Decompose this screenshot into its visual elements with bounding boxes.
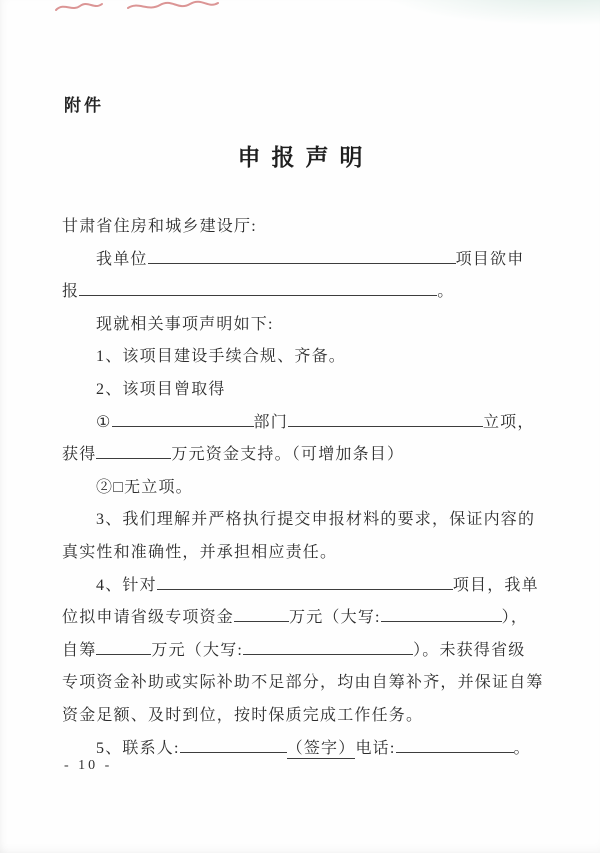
- fill-in-blank: [157, 572, 453, 590]
- fill-in-blank: [148, 246, 456, 264]
- document-line: [62, 635, 544, 668]
- line-text: 万元（大写:: [289, 609, 381, 627]
- document-line: [62, 537, 544, 570]
- line-text: 2、该项目曾取得: [96, 380, 226, 398]
- attachment-label: 附件: [64, 96, 104, 115]
- red-pen-marks: [52, 0, 222, 16]
- fill-in-blank: [288, 409, 483, 427]
- line-text: 1、该项目建设手续合规、齐备。: [96, 348, 347, 366]
- line-text: 部门: [253, 413, 288, 431]
- line-text: 自筹: [62, 641, 97, 659]
- fill-in-blank: [234, 604, 289, 622]
- fill-in-blank: [396, 735, 514, 753]
- document-line: [62, 374, 544, 407]
- line-text: 项目，我单: [452, 576, 539, 594]
- line-text: 立项，: [482, 413, 535, 431]
- line-text: 。: [437, 283, 455, 301]
- line-text: 专项资金补助或实际补助不足部分，均由自筹补齐，并保证自筹: [62, 674, 544, 692]
- document-line: [62, 341, 544, 374]
- line-text: 。: [513, 739, 531, 757]
- line-text: 我单位: [96, 250, 148, 268]
- fill-in-blank: [112, 409, 254, 427]
- document-line: [62, 602, 544, 635]
- line-text: 万元（大写:: [151, 641, 244, 659]
- line-text: 电话:: [355, 739, 396, 757]
- fill-in-blank: [96, 637, 151, 655]
- fill-in-blank: [381, 604, 502, 622]
- fill-in-blank: [243, 637, 413, 655]
- document-line: [62, 407, 544, 440]
- document-line: [62, 439, 544, 472]
- document-line: [62, 211, 544, 244]
- line-text: ），: [501, 609, 529, 627]
- line-text: 5、联系人:: [96, 739, 180, 757]
- document-line: [62, 733, 544, 766]
- line-text: ）。未获得省级: [413, 641, 526, 659]
- line-text: 位拟申请省级专项资金: [62, 609, 235, 627]
- line-text: 甘肃省住房和城乡建设厅:: [62, 218, 257, 235]
- line-text: 4、针对: [96, 576, 157, 594]
- underlined-label: （签字）: [286, 739, 356, 757]
- fill-in-blank: [180, 735, 287, 753]
- line-text: 3、我们理解并严格执行提交申报材料的要求，保证内容的: [96, 511, 536, 529]
- fill-in-blank: [79, 278, 437, 296]
- document-line: [62, 570, 544, 603]
- document-line: [62, 472, 544, 505]
- line-text: 真实性和准确性，并承担相应责任。: [62, 543, 338, 561]
- document-line: [62, 700, 544, 733]
- document-line: [62, 309, 544, 342]
- line-text: ②□无立项。: [96, 478, 193, 496]
- scan-artifact-tint: [380, 0, 600, 26]
- line-text: 万元资金支持。（可增加条目）: [171, 446, 405, 464]
- document-line: [62, 276, 544, 309]
- document-line: [62, 504, 544, 537]
- line-text: 项目欲申: [455, 250, 525, 268]
- fill-in-blank: [96, 441, 171, 459]
- document-line: [62, 244, 544, 277]
- line-text: ①: [96, 413, 112, 431]
- page-number: - 10 -: [64, 758, 113, 773]
- line-text: 现就相关事项声明如下:: [96, 315, 274, 333]
- document-body: [62, 211, 544, 765]
- line-text: 资金足额、及时到位，按时保质完成工作任务。: [62, 706, 424, 724]
- line-text: 报: [62, 283, 80, 301]
- document-title: 申报声明: [237, 145, 374, 170]
- line-text: 获得: [62, 446, 97, 464]
- document-line: [62, 667, 544, 700]
